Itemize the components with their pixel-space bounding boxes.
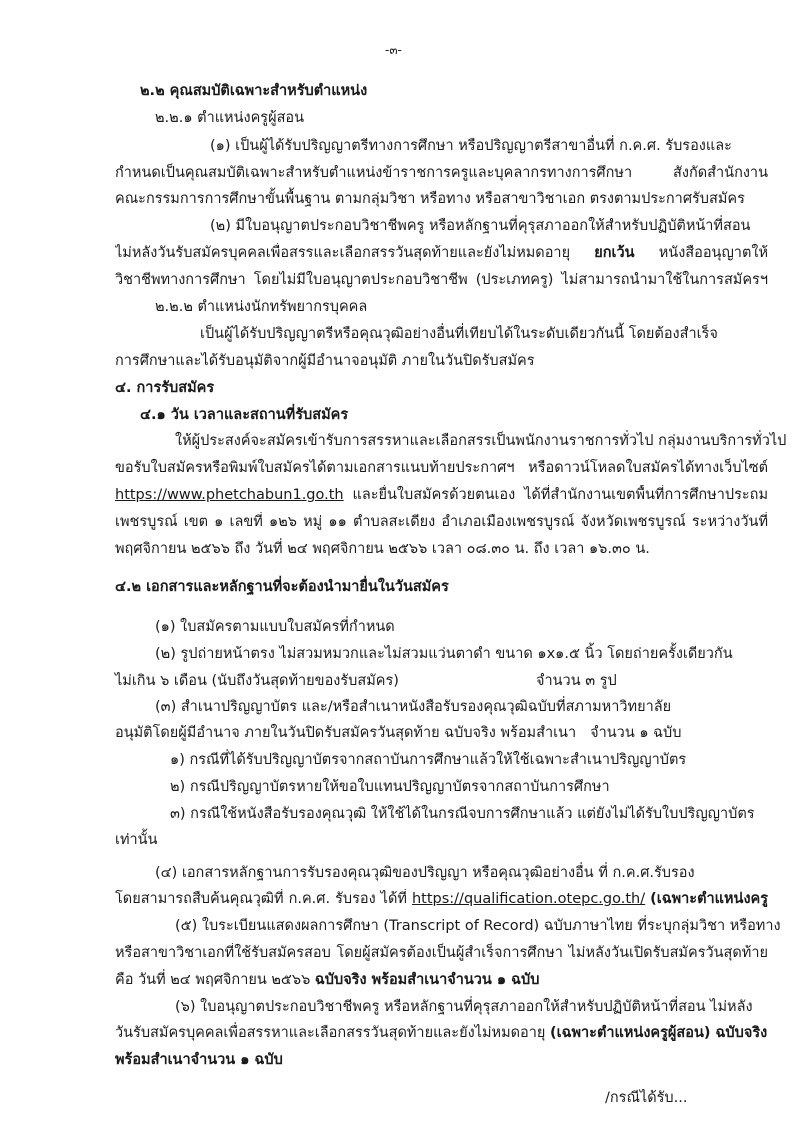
emphasis: ยกเว้น <box>594 245 635 261</box>
text: หนังสืออนุญาตให้ <box>658 245 768 261</box>
subsection-heading: ๔.๑ วัน เวลาและสถานที่รับสมัคร <box>140 407 349 423</box>
quantity: จำนวน ๓ รูป <box>536 673 617 689</box>
text: และยื่นใบสมัครด้วยตนเอง ได้ที่สำนักงานเขตพื้นที่การศึกษาประถม <box>352 487 768 503</box>
list-item: (๕) ใบระเบียนแสดงผลการศึกษา (Transcript of Record) ฉบับภาษาไทย ที่ระบุกลุ่มวิชา หรือทาง <box>175 918 781 934</box>
subsection-heading: ๒.๒.๑ ตำแหน่งครูผู้สอน <box>155 110 305 126</box>
text-line: วิชาชีพทางการศึกษา โดยไม่มีใบอนุญาตประกอบวิชาชีพ (ประเภทครู) ไม่สามารถนำมาใช้ในการสมัครฯ <box>115 272 768 288</box>
subsection-heading: ๒.๒.๒ ตำแหน่งนักทรัพยากรบุคคล <box>155 299 368 315</box>
emphasis: ฉบับจริง พร้อมสำเนาจำนวน ๑ ฉบับ <box>314 972 540 988</box>
subsection-heading: ๔.๒ เอกสารและหลักฐานที่จะต้องนำมายื่นในวันสมัคร <box>115 579 449 595</box>
text-line: การศึกษาและได้รับอนุมัติจากผู้มีอำนาจอนุมัติ ภายในวันปิดรับสมัคร <box>115 353 535 369</box>
text-line <box>115 485 768 505</box>
text-line: (๒) มีใบอนุญาตประกอบวิชาชีพครู หรือหลักฐานที่คุรุสภาออกให้สำหรับปฏิบัติหน้าที่สอน <box>210 218 751 234</box>
website-link[interactable]: https://www.phetchabun1.go.th <box>115 487 344 503</box>
text-line: พฤศจิกายน ๒๕๖๖ ถึง วันที่ ๒๔ พฤศจิกายน ๒๕๖๖ เวลา ๐๘.๓๐ น. ถึง เวลา ๑๖.๓๐ น. <box>115 541 650 557</box>
text-line: กำหนดเป็นคุณสมบัติเฉพาะสำหรับตำแหน่งข้าราชการครูและบุคลากรทางการศึกษา สังกัดสำนักงาน <box>115 165 768 181</box>
text: โดยสามารถสืบค้นคุณวุฒิที่ ก.ค.ศ. รับรอง ได้ที่ <box>115 891 407 907</box>
quantity: จำนวน ๑ ฉบับ <box>590 725 682 741</box>
text-line: คณะกรรมการการศึกษาขั้นพื้นฐาน ตามกลุ่มวิชา หรือทาง หรือสาขาวิชาเอก ตรงตามประกาศรับสมัคร <box>115 191 745 207</box>
text-line: เป็นผู้ได้รับปริญญาตรีหรือคุณวุฒิอย่างอื่นที่เทียบได้ในระดับเดียวกันนี้ โดยต้องสำเร็จ <box>200 326 718 342</box>
text-line: เท่านั้น <box>115 832 158 848</box>
page-number: -๓- <box>385 43 402 57</box>
text: คือ วันที่ ๒๔ พฤศจิกายน ๒๕๖๖ <box>115 972 311 988</box>
section-heading: ๔. การรับสมัคร <box>115 380 215 396</box>
text-line: ขอรับใบสมัครหรือพิมพ์ใบสมัครได้ตามเอกสารแนบท้ายประกาศฯ หรือดาวน์โหลดใบสมัครได้ทางเว็บไซต์ <box>115 460 768 476</box>
text-line: พร้อมสำเนาจำนวน ๑ ฉบับ <box>115 1052 283 1068</box>
section-heading: ๒.๒ คุณสมบัติเฉพาะสำหรับตำแหน่ง <box>140 83 368 99</box>
sub-list-item: ๓) กรณีใช้หนังสือรับรองคุณวุฒิ ให้ใช้ได้ในกรณีจบการศึกษาแล้ว แต่ยังไม่ได้รับใบปริญญาบัตร <box>170 806 755 822</box>
qualification-link[interactable]: https://qualification.otepc.go.th/ <box>411 891 646 907</box>
text-line <box>115 889 768 909</box>
list-item: (๓) สำเนาปริญญาบัตร และ/หรือสำเนาหนังสือรับรองคุณวุฒิฉบับที่สภามหาวิทยาลัย <box>155 699 672 715</box>
emphasis: (เฉพาะตำแหน่งครู <box>650 891 768 907</box>
text-line: ไม่เกิน ๖ เดือน (นับถึงวันสุดท้ายของรับสมัคร) <box>115 673 399 689</box>
quantity-row <box>115 671 617 691</box>
sub-list-item: ๒) กรณีปริญญาบัตรหายให้ขอใบแทนปริญญาบัตรจากสถาบันการศึกษา <box>170 779 610 795</box>
text-line: เพชรบูรณ์ เขต ๑ เลขที่ ๑๒๖ หมู่ ๑๑ ตำบลสะเดียง อำเภอเมืองเพชรบูรณ์ จังหวัดเพชรบูรณ์ ระหว่างวันที่ <box>115 514 768 530</box>
text: วันรับสมัครบุคคลเพื่อสรรหาและเลือกสรรวันสุดท้ายและยังไม่หมดอายุ <box>115 1025 546 1041</box>
text-line <box>115 243 768 263</box>
text-line: ให้ผู้ประสงค์จะสมัครเข้ารับการสรรหาและเลือกสรรเป็นพนักงานราชการทั่วไป กลุ่มงานบริการทั่วไป <box>175 433 787 449</box>
quantity-row <box>115 723 681 743</box>
text-line: (๑) เป็นผู้ได้รับปริญญาตรีทางการศึกษา หรือปริญญาตรีสาขาอื่นที่ ก.ค.ศ. รับรองและ <box>210 138 732 154</box>
list-item: (๑) ใบสมัครตามแบบใบสมัครที่กำหนด <box>155 619 395 635</box>
emphasis: (เฉพาะตำแหน่งครูผู้สอน) ฉบับจริง <box>550 1025 768 1041</box>
text: ไม่หลังวันรับสมัครบุคคลเพื่อสรรและเลือกสรรวันสุดท้ายและยังไม่หมดอายุ <box>115 245 571 261</box>
text-line: อนุมัติโดยผู้มีอำนาจ ภายในวันปิดรับสมัครวันสุดท้าย ฉบับจริง พร้อมสำเนา <box>115 725 577 741</box>
continuation-note: /กรณีได้รับ... <box>605 1090 688 1106</box>
sub-list-item: ๑) กรณีที่ได้รับปริญญาบัตรจากสถาบันการศึกษาแล้วให้ใช้เฉพาะสำเนาปริญญาบัตร <box>170 752 687 768</box>
list-item: (๖) ใบอนุญาตประกอบวิชาชีพครู หรือหลักฐานที่คุรุสภาออกให้สำหรับปฏิบัติหน้าที่สอน ไม่หลัง <box>175 999 753 1015</box>
text-line: หรือสาขาวิชาเอกที่ใช้รับสมัครสอบ โดยผู้สมัครต้องเป็นผู้สำเร็จการศึกษา ไม่หลังวันเปิดรับสมัครวันสุดท้าย <box>115 945 768 961</box>
text-line <box>115 1023 767 1043</box>
text-line <box>115 970 539 990</box>
list-item: (๔) เอกสารหลักฐานการรับรองคุณวุฒิของปริญญา หรือคุณวุฒิอย่างอื่น ที่ ก.ค.ศ.รับรอง <box>155 865 695 881</box>
list-item: (๒) รูปถ่ายหน้าตรง ไม่สวมหมวกและไม่สวมแว่นตาดำ ขนาด ๑x๑.๕ นิ้ว โดยถ่ายครั้งเดียวกัน <box>155 646 733 662</box>
